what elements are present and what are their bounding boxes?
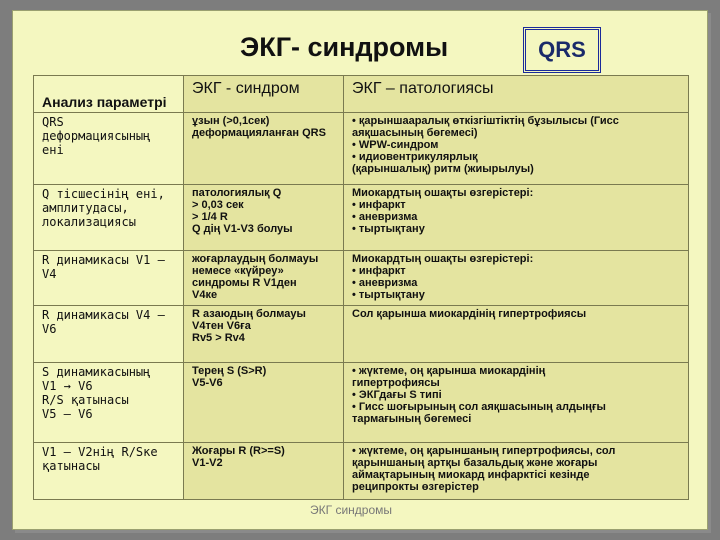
pathology-cell-line: • тыртықтану	[352, 289, 425, 301]
syndrome-cell-line: Жоғары R (R>=S)	[192, 445, 285, 457]
parameter-cell-line: қатынасы	[42, 459, 100, 473]
pathology-cell-line: • идиовентрикулярлық	[352, 151, 478, 163]
syndrome-cell-line: синдромы R V1ден	[192, 277, 297, 289]
syndrome-cell	[184, 251, 344, 306]
table-row	[34, 306, 689, 363]
syndrome-cell-line: Q дің V1-V3 болуы	[192, 223, 293, 235]
pathology-cell-line: реципрокты өзгерістер	[352, 481, 479, 493]
syndrome-cell	[184, 443, 344, 500]
table-row	[34, 113, 689, 185]
pathology-cell-line: • инфаркт	[352, 199, 406, 211]
pathology-cell-line: • Гисс шоғырының сол аяқшасының алдыңғы	[352, 401, 606, 413]
table-row	[34, 185, 689, 251]
parameter-cell-line: амплитудасы,	[42, 201, 129, 215]
parameter-cell	[34, 306, 184, 363]
parameter-cell	[34, 363, 184, 443]
table-row	[34, 363, 689, 443]
parameter-cell-line: V5 – V6	[42, 407, 93, 421]
syndrome-cell-line: жоғарлаудың болмауы	[192, 253, 319, 265]
pathology-cell-line: аяқшасының бөгемесі)	[352, 127, 478, 139]
parameter-cell-line: R/S қатынасы	[42, 393, 129, 407]
table-body	[34, 76, 689, 500]
header-pathology: ЭКГ – патологиясы	[344, 76, 689, 113]
pathology-cell-line: тармағының бөгемесі	[352, 413, 472, 425]
parameter-cell-line: V1 – V2нің R/Sке	[42, 445, 158, 459]
pathology-cell	[344, 363, 689, 443]
ecg-syndrome-table	[33, 75, 689, 500]
syndrome-cell-line: V1-V2	[192, 457, 223, 469]
syndrome-cell	[184, 185, 344, 251]
pathology-cell-line: гипертрофиясы	[352, 377, 440, 389]
pathology-cell	[344, 185, 689, 251]
syndrome-cell-line: ұзын (>0,1сек)	[192, 115, 270, 127]
syndrome-cell	[184, 363, 344, 443]
slide-title: ЭКГ- синдромы	[240, 32, 449, 62]
pathology-cell	[344, 306, 689, 363]
header-parameter: Анализ параметрі	[34, 76, 184, 113]
parameter-cell-line: S динамикасының	[42, 365, 151, 379]
syndrome-cell-line: > 1/4 R	[192, 211, 228, 223]
syndrome-cell-line: немесе «күйреу»	[192, 265, 284, 277]
pathology-cell-line: • қарыншааралық өткізгіштіктің бұзылысы (Гисс	[352, 115, 619, 127]
table-header-row	[34, 76, 689, 113]
syndrome-cell-line: R азаюдың болмауы	[192, 308, 306, 320]
pathology-cell-line: Сол қарынша миокардінің гипертрофиясы	[352, 308, 587, 320]
header-syndrome: ЭКГ - синдром	[184, 76, 344, 113]
pathology-cell-line: • аневризма	[352, 277, 418, 289]
table-row	[34, 443, 689, 500]
slide-footer: ЭКГ синдромы	[310, 503, 393, 517]
pathology-cell-line: • инфаркт	[352, 265, 406, 277]
table-row	[34, 251, 689, 306]
parameter-cell	[34, 251, 184, 306]
parameter-cell-line: V6	[42, 322, 57, 336]
pathology-cell-line: Миокардтың ошақты өзгерістері:	[352, 253, 534, 265]
syndrome-cell	[184, 306, 344, 363]
parameter-cell-line: ені	[42, 143, 64, 157]
syndrome-cell-line: патологиялық Q	[192, 187, 282, 199]
pathology-cell	[344, 251, 689, 306]
syndrome-cell-line: V4тен V6ға	[192, 320, 251, 332]
parameter-cell-line: деформациясының	[42, 129, 151, 143]
pathology-cell-line: аймақтарының миокард инфарктісі кезінде	[352, 469, 590, 481]
pathology-cell	[344, 113, 689, 185]
parameter-cell	[34, 185, 184, 251]
parameter-cell-line: Q тісшесінің ені,	[42, 187, 165, 201]
parameter-cell-line: R динамикасы V4 –	[42, 308, 165, 322]
parameter-cell	[34, 113, 184, 185]
parameter-cell-line: R динамикасы V1 –	[42, 253, 165, 267]
pathology-cell-line: Миокардтың ошақты өзгерістері:	[352, 187, 534, 199]
pathology-cell-line: • аневризма	[352, 211, 418, 223]
syndrome-cell-line: > 0,03 сек	[192, 199, 244, 211]
syndrome-cell-line: Терең S (S>R)	[192, 365, 267, 377]
pathology-cell	[344, 443, 689, 500]
syndrome-cell	[184, 113, 344, 185]
pathology-cell-line: • ЭКГдағы S типі	[352, 389, 442, 401]
syndrome-cell-line: Rv5 > Rv4	[192, 332, 245, 344]
parameter-cell-line: локализациясы	[42, 215, 136, 229]
pathology-cell-line: • жүктеме, оң қарынша миокардінің	[352, 365, 546, 377]
qrs-badge: QRS	[523, 27, 601, 73]
syndrome-cell-line: деформацияланған QRS	[192, 127, 326, 139]
pathology-cell-line: • жүктеме, оң қарыншаның гипертрофиясы, сол	[352, 445, 616, 457]
syndrome-cell-line: V5-V6	[192, 377, 223, 389]
pathology-cell-line: • тыртықтану	[352, 223, 425, 235]
pathology-cell-line: қарыншаның артқы базальдық және жоғары	[352, 457, 598, 469]
pathology-cell-line: (қарыншалық) ритм (жиырылуы)	[352, 163, 534, 175]
syndrome-cell-line: V4ке	[192, 289, 218, 301]
pathology-cell-line: • WPW-синдром	[352, 139, 439, 151]
parameter-cell-line: QRS	[42, 115, 64, 129]
parameter-cell-line: V4	[42, 267, 57, 281]
parameter-cell	[34, 443, 184, 500]
parameter-cell-line: V1 → V6	[42, 379, 93, 393]
